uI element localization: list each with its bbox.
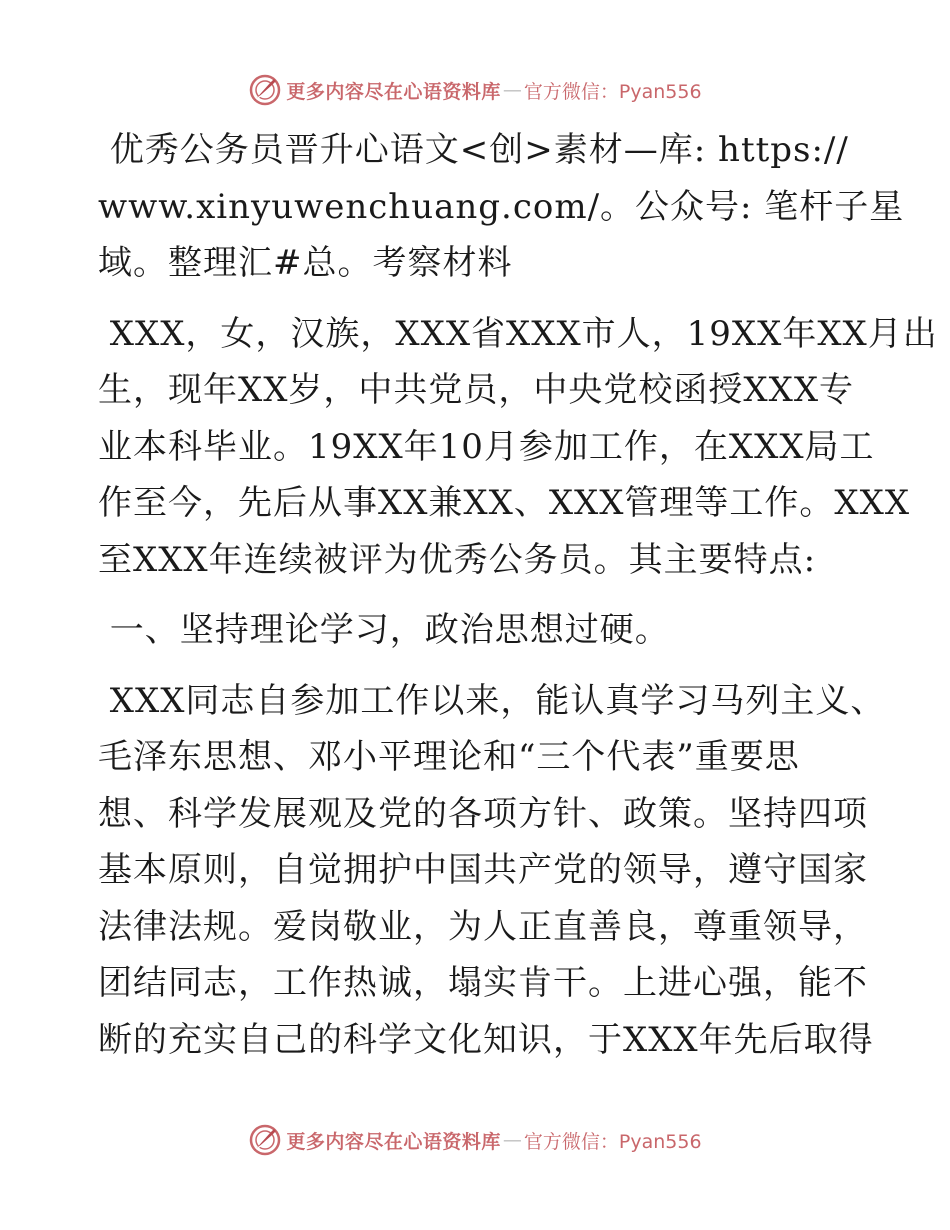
banner-separator: —	[502, 1129, 522, 1151]
text-line: 作至今，先后从事XX兼XX、XXX管理等工作。XXX	[98, 483, 911, 523]
document-body	[98, 122, 938, 1082]
header-banner	[0, 70, 950, 110]
text-line: XXX同志自参加工作以来，能认真学习马列主义、	[98, 680, 886, 721]
text-line: 想、科学发展观及党的各项方针、政策。坚持四项	[98, 793, 868, 834]
text-line: 域。整理汇#总。考察材料	[98, 243, 513, 283]
text-line: 优秀公务员晋升心语文<创>素材—库: https://	[98, 130, 849, 170]
text-line: 基本原则，自觉拥护中国共产党的领导，遵守国家	[98, 850, 868, 890]
text-line: 至XXX年连续被评为优秀公务员。其主要特点:	[98, 539, 817, 580]
profile-paragraph	[98, 306, 938, 589]
footer-banner	[0, 1120, 950, 1160]
banner-separator: —	[502, 79, 522, 101]
section-body-paragraph	[98, 673, 886, 1069]
text-line: 业本科毕业。19XX年10月参加工作，在XXX局工	[98, 426, 875, 467]
intro-paragraph	[98, 122, 905, 292]
text-line: 生，现年XX岁，中共党员，中央党校函授XXX专	[98, 370, 855, 410]
text-line: 法律法规。爱岗敬业，为人正直善良，尊重领导，	[98, 906, 868, 947]
banner-contact: 官方微信：Pyan556	[523, 1130, 702, 1153]
text-line: 毛泽东思想、邓小平理论和“三个代表”重要思	[98, 737, 800, 777]
text-line: 团结同志，工作热诚，塌实肯干。上进心强，能不	[98, 963, 868, 1003]
text-line: 断的充实自己的科学文化知识，于XXX年先后取得	[98, 1019, 874, 1060]
banner-contact: 官方微信：Pyan556	[523, 80, 702, 103]
section-heading	[98, 602, 858, 659]
banner-slogan: 更多内容尽在心语资料库	[286, 1130, 501, 1153]
text-line: www.xinyuwenchuang.com/。公众号: 笔杆子星	[98, 186, 905, 227]
banner-slogan: 更多内容尽在心语资料库	[286, 80, 501, 103]
heading-line: 一、坚持理论学习，政治思想过硬。	[98, 610, 670, 650]
text-line: XXX，女，汉族，XXX省XXX市人，19XX年XX月出	[98, 313, 938, 354]
quill-logo-icon	[248, 1123, 282, 1157]
quill-logo-icon	[248, 73, 282, 107]
